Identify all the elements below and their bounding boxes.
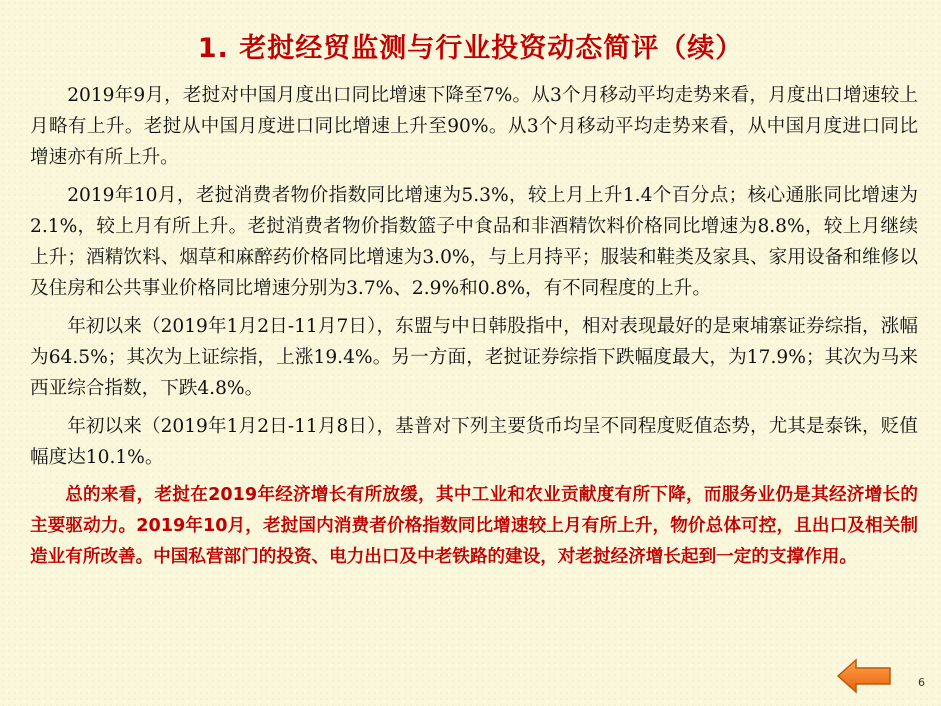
paragraph-cpi: 2019年10月，老挝消费者物价指数同比增速为5.3%，较上月上升1.4个百分点；核心通胀同比增速为2.1%，较上月有所上升。老挝消费者物价指数篮子中食品和非酒精饮料价格同比增速为8.8%，较上月继续上升；酒精饮料、烟草和麻醉药价格同比增速为3.0%，与上月持平；服装和鞋类及家具、家用设备和维修以及住房和公共事业价格同比增速分别为3.7%、2.9%和0.8%，有不同程度的上升。 — [30, 185, 918, 299]
slide-title: 1. 老挝经贸监测与行业投资动态简评（续） — [197, 33, 744, 64]
back-button[interactable] — [836, 658, 892, 694]
paragraph-stock: 年初以来（2019年1月2日-11月7日），东盟与中日韩股指中，相对表现最好的是柬埔寨证券综指，涨幅为64.5%；其次为上证综指，上涨19.4%。另一方面，老挝证券综指下跌幅度最大，为17.9%；其次为马来西亚综合指数，下跌4.8%。 — [30, 316, 918, 399]
paragraph-currency: 年初以来（2019年1月2日-11月8日），基普对下列主要货币均呈不同程度贬值态势，尤其是泰铢，贬值幅度达10.1%。 — [30, 416, 918, 468]
slide-body — [30, 80, 918, 580]
paragraph-trade: 2019年9月，老挝对中国月度出口同比增速下降至7%。从3个月移动平均走势来看，月度出口增速较上月略有上升。老挝从中国月度进口同比增速上升至90%。从3个月移动平均走势来看，从中国月度进口同比增速亦有所上升。 — [30, 85, 918, 168]
paragraph-summary: 总的来看，老挝在2019年经济增长有所放缓，其中工业和农业贡献度有所下降，而服务业仍是其经济增长的主要驱动力。2019年10月，老挝国内消费者价格指数同比增速较上月有所上升，物价总体可控，且出口及相关制造业有所改善。中国私营部门的投资、电力出口及中老铁路的建设，对老挝经济增长起到一定的支撑作用。 — [30, 485, 918, 567]
page-number: 6 — [918, 676, 925, 689]
left-arrow-icon — [836, 658, 892, 694]
